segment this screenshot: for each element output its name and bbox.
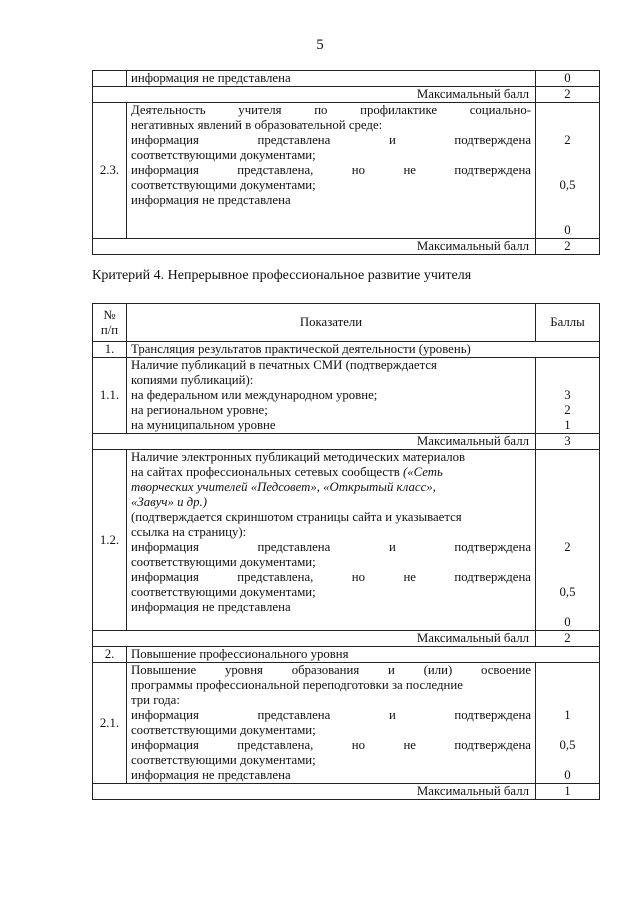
row-number-cell: 2.1. <box>93 663 127 784</box>
score-value: 1 <box>564 708 571 722</box>
max-score-label: Максимальный балл <box>93 784 536 800</box>
max-score-row <box>93 239 600 255</box>
section-title: Трансляция результатов практической деятельности (уровень) <box>127 342 600 358</box>
indicator-line: информация не представлена <box>131 193 291 207</box>
indicator-line: на региональном уровне; <box>131 403 268 417</box>
indicator-italic: «Завуч» и др.) <box>131 495 208 509</box>
max-score-row <box>93 784 600 800</box>
indicator-cell <box>127 103 536 239</box>
indicator-line: информация представлена и подтверждена <box>131 133 531 147</box>
max-score-value: 2 <box>536 239 600 255</box>
indicator-line: ссылка на страницу): <box>131 525 247 539</box>
criterion-4-table <box>92 303 600 800</box>
indicator-line: информация представлена и подтверждена <box>131 708 531 722</box>
table-row <box>93 663 600 784</box>
score-value: 0 <box>564 768 571 782</box>
indicator-text: на сайтах профессиональных сетевых сообществ <box>131 465 403 479</box>
score-value: 2 <box>564 540 571 554</box>
indicator-line <box>131 480 531 495</box>
score-value: 0 <box>564 615 571 629</box>
indicator-line: (подтверждается скриншотом страницы сайта и указывается <box>131 510 462 524</box>
indicator-line: информация представлена и подтверждена <box>131 540 531 554</box>
max-score-row <box>93 434 600 450</box>
table-row <box>93 103 600 239</box>
indicator-line: на муниципальном уровне <box>131 418 276 432</box>
score-value: 0 <box>564 223 571 237</box>
section-row <box>93 647 600 663</box>
indicator-cell <box>127 358 536 434</box>
section-number: 2. <box>93 647 127 663</box>
score-cell: 0 <box>536 71 600 87</box>
scoring-table-continued <box>92 70 600 255</box>
table-header-row <box>93 304 600 342</box>
indicator-line: соответствующими документами; <box>131 148 316 162</box>
max-score-value: 2 <box>536 631 600 647</box>
indicator-line <box>131 465 531 480</box>
score-cell <box>536 663 600 784</box>
indicator-line: соответствующими документами; <box>131 555 316 569</box>
score-value: 3 <box>564 388 571 402</box>
max-score-value: 3 <box>536 434 600 450</box>
section-row <box>93 342 600 358</box>
criterion-title: Критерий 4. Непрерывное профессиональное развитие учителя <box>92 268 472 283</box>
header-number <box>93 304 127 342</box>
indicator-line: копиями публикаций): <box>131 373 254 387</box>
row-number-cell: 1.2. <box>93 450 127 631</box>
indicator-line: информация представлена, но не подтверждена <box>131 163 531 177</box>
indicator-line: соответствующими документами; <box>131 178 316 192</box>
score-value: 2 <box>564 403 571 417</box>
row-number-cell: 1.1. <box>93 358 127 434</box>
indicator-line <box>131 495 531 510</box>
indicator-cell: информация не представлена <box>127 71 536 87</box>
indicator-cell <box>127 663 536 784</box>
table-row <box>93 450 600 631</box>
header-number-line: п/п <box>100 322 119 337</box>
indicator-line: информация представлена, но не подтверждена <box>131 570 531 584</box>
indicator-line: соответствующими документами; <box>131 753 316 767</box>
row-number-cell <box>93 71 127 87</box>
max-score-label: Максимальный балл <box>93 434 536 450</box>
score-value: 0,5 <box>559 178 576 192</box>
indicator-line: Наличие публикаций в печатных СМИ (подтверждается <box>131 358 437 372</box>
indicator-line: соответствующими документами; <box>131 723 316 737</box>
max-score-label: Максимальный балл <box>93 631 536 647</box>
indicator-line: Наличие электронных публикаций методических материалов <box>131 450 466 464</box>
max-score-row <box>93 631 600 647</box>
indicator-italic: творческих учителей «Педсовет», «Открытый класс», <box>131 480 436 494</box>
score-cell <box>536 450 600 631</box>
indicator-line: соответствующими документами; <box>131 585 316 599</box>
table-row <box>93 358 600 434</box>
indicator-line: информация не представлена <box>131 768 291 782</box>
section-title: Повышение профессионального уровня <box>127 647 600 663</box>
indicator-line: Деятельность учителя по профилактике социально- <box>131 103 531 117</box>
max-score-value: 1 <box>536 784 600 800</box>
score-cell <box>536 358 600 434</box>
header-indicators: Показатели <box>127 304 536 342</box>
max-score-label: Максимальный балл <box>93 87 536 103</box>
score-value: 2 <box>564 133 571 147</box>
indicator-cell <box>127 450 536 631</box>
indicator-line: на федеральном или международном уровне; <box>131 388 378 402</box>
max-score-row <box>93 87 600 103</box>
header-points: Баллы <box>536 304 600 342</box>
indicator-line: программы профессиональной переподготовки за последние <box>131 678 463 692</box>
section-number: 1. <box>93 342 127 358</box>
score-cell <box>536 103 600 239</box>
table-row <box>93 71 600 87</box>
page-number: 5 <box>316 37 324 53</box>
indicator-line: информация представлена, но не подтверждена <box>131 738 531 752</box>
score-value: 0,5 <box>559 738 576 752</box>
indicator-italic: («Сеть <box>402 465 443 479</box>
indicator-line: негативных явлений в образовательной среде: <box>131 118 383 132</box>
row-number-cell: 2.3. <box>93 103 127 239</box>
header-number-line: № <box>103 307 116 322</box>
max-score-value: 2 <box>536 87 600 103</box>
score-value: 0,5 <box>559 585 576 599</box>
indicator-line: информация не представлена <box>131 600 291 614</box>
max-score-label: Максимальный балл <box>93 239 536 255</box>
score-value: 1 <box>564 418 571 432</box>
indicator-line: Повышение уровня образования и (или) освоение <box>131 663 531 677</box>
indicator-line: три года: <box>131 693 180 707</box>
